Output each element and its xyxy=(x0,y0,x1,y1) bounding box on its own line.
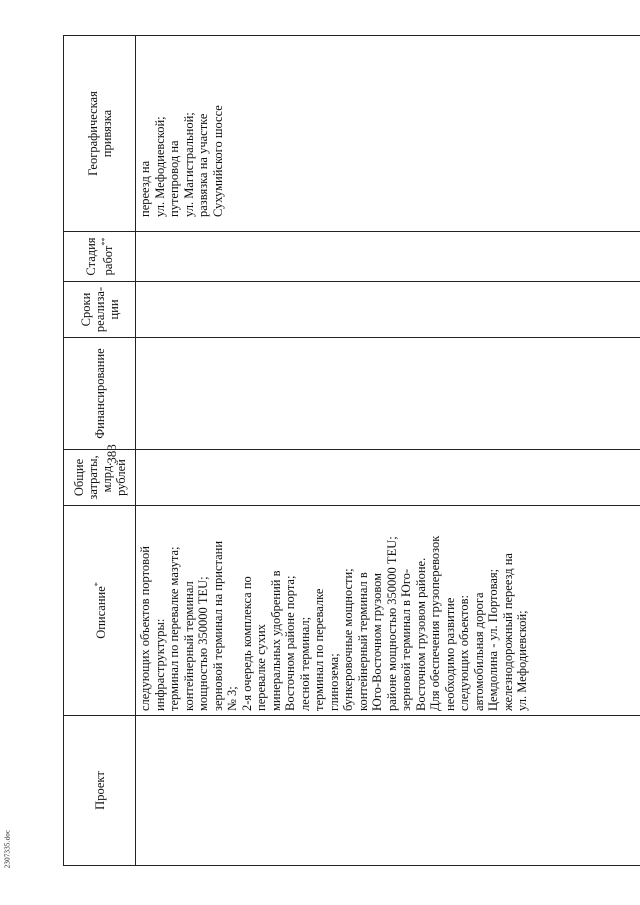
table-header-row xyxy=(64,36,136,866)
table-row xyxy=(136,36,640,866)
document-id: 2307335.doc xyxy=(3,829,12,869)
cell-financing xyxy=(136,338,640,450)
investment-table xyxy=(63,35,640,866)
header-geo: Географическая привязка xyxy=(64,36,136,232)
header-financing: Финансирование xyxy=(64,338,136,450)
cell-geo xyxy=(136,36,640,232)
header-description: Описание* xyxy=(64,506,136,716)
cell-description xyxy=(136,506,640,716)
page-number: 383 xyxy=(104,444,119,464)
cell-timeline xyxy=(136,282,640,338)
header-project: Проект xyxy=(64,716,136,866)
table-container xyxy=(63,36,529,866)
cell-project xyxy=(136,716,640,866)
header-timeline: Сроки реализа- ции xyxy=(64,282,136,338)
description-lines: следующих объектов портовой инфраструктуры: терминал по перевалке мазута; контейнерный терминал мощностью 350000 TEU; зерновой терминал на пристани № 3; 2-я очередь комплекса по перевалке сухих минеральных удобрений в Восточном районе порта; лесной терминал; терминал по перевалке глинозема; бункеровочные мощности; контейнерный терминал в Юго-Восточном грузовом районе мощностью 350000 TEU; зерновой терминал в Юго- Восточном грузовом районе. Для обеспечения грузоперевозок необходимо развитие следующих объектов: автомобильная дорога Цемдолина - ул. Портовая; железнодорожный переезд на ул. Мефодиевской; xyxy=(138,535,529,711)
geo-lines: переезд на ул. Мефодиевской; путепровод на ул. Магистральной; развязка на участке Сухумийского шоссе xyxy=(138,105,225,217)
header-total-cost: Общие затраты, млрд. рублей xyxy=(64,450,136,506)
header-stage: Стадия работ** xyxy=(64,232,136,282)
cell-stage xyxy=(136,232,640,282)
rotated-table xyxy=(63,36,529,866)
cell-total-cost xyxy=(136,450,640,506)
